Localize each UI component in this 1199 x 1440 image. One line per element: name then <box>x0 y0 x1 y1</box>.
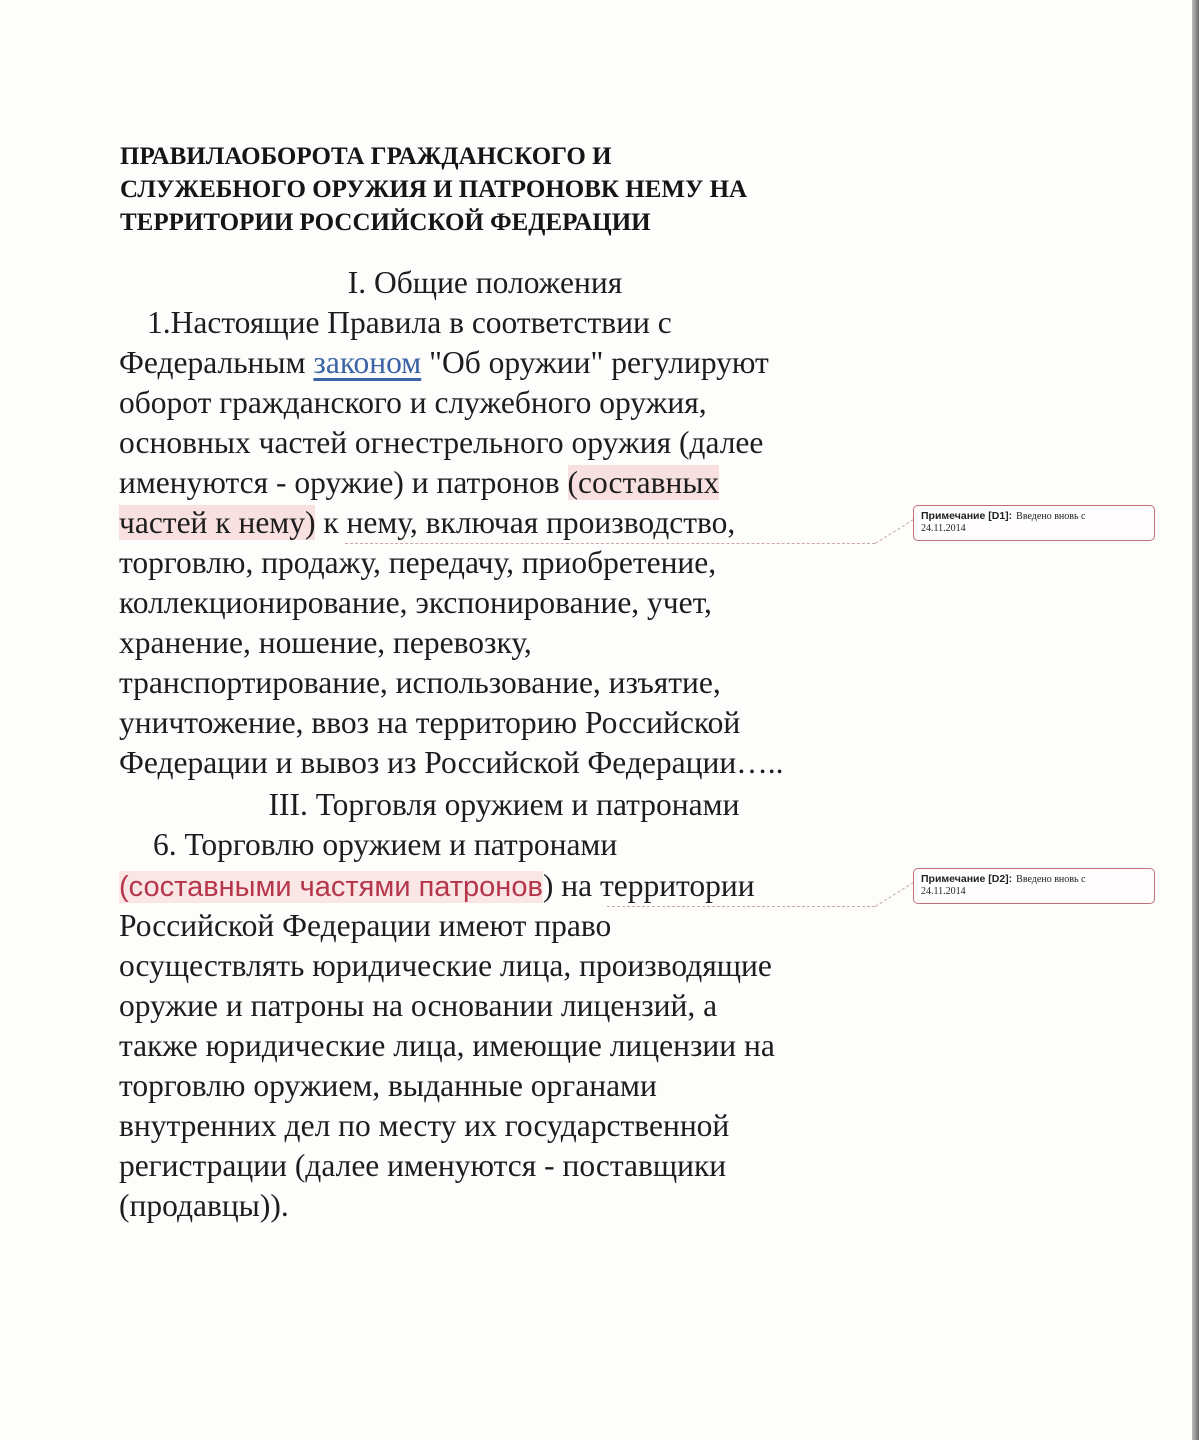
comment-leader-line <box>607 906 875 907</box>
paragraph-line: 6. Торговлю оружием и патронами <box>153 827 618 862</box>
paragraph-line: Федерации и вывоз из Российской Федерации….. <box>119 745 784 780</box>
title-line-3: ТЕРРИТОРИИ РОССИЙСКОЙ ФЕДЕРАЦИИ <box>120 209 651 236</box>
text-span: именуются - оружие) и патронов <box>119 465 568 500</box>
inserted-text-highlight: частей к нему) <box>119 505 316 540</box>
paragraph-line: внутренних дел по месту их государственной <box>119 1108 730 1143</box>
text-span: к нему, включая производство, <box>315 505 736 540</box>
comment-date: 24.11.2014 <box>921 886 966 897</box>
paragraph-line: (продавцы)). <box>119 1188 289 1223</box>
paragraph-line: хранение, ношение, перевозку, <box>119 625 532 660</box>
inserted-text-highlight: (составных <box>567 465 720 500</box>
title-line-1: ПРАВИЛАОБОРОТА ГРАЖДАНСКОГО И <box>120 143 612 170</box>
paragraph-line: также юридические лица, имеющие лицензии на <box>119 1028 775 1063</box>
paragraph-line <box>119 463 719 503</box>
comment-date: 24.11.2014 <box>921 523 966 534</box>
paragraph-line: основных частей огнестрельного оружия (далее <box>119 425 764 460</box>
comment-balloon-d2[interactable] <box>913 868 1155 904</box>
comment-text: Введено вновь с <box>1016 874 1086 885</box>
title-line-2: СЛУЖЕБНОГО ОРУЖИЯ И ПАТРОНОВК НЕМУ НА <box>120 176 748 203</box>
comment-leader-line <box>875 519 914 544</box>
section-heading-general: I. Общие положения <box>347 265 623 300</box>
text-span: на территории <box>553 868 755 903</box>
text-span: "Об оружии" регулируют <box>421 345 769 380</box>
paragraph-line <box>119 343 769 383</box>
inserted-text-revision: (составными частями патронов <box>119 871 543 903</box>
comment-label: Примечание [D2]: <box>921 873 1013 885</box>
paragraph-line: торговлю оружием, выданные органами <box>119 1068 657 1103</box>
paragraph-line: оружие и патроны на основании лицензий, а <box>119 988 718 1023</box>
section-heading-trade: III. Торговля оружием и патронами <box>268 787 740 822</box>
paragraph-line: коллекционирование, экспонирование, учет, <box>119 585 712 620</box>
scan-edge <box>1192 0 1199 1440</box>
comment-leader-line <box>345 543 875 544</box>
text-span: ) <box>542 868 554 903</box>
law-link[interactable]: законом <box>313 345 422 380</box>
comment-text: Введено вновь с <box>1016 511 1086 522</box>
comment-leader-line <box>875 882 914 907</box>
comment-label: Примечание [D1]: <box>921 510 1013 522</box>
paragraph-line <box>119 503 735 543</box>
paragraph-line: 1.Настоящие Правила в соответствии с <box>147 305 672 340</box>
paragraph-line: торговлю, продажу, передачу, приобретение, <box>119 545 717 580</box>
paragraph-line: оборот гражданского и служебного оружия, <box>119 385 707 420</box>
document-title <box>120 140 880 239</box>
paragraph-line: регистрации (далее именуются - поставщики <box>119 1148 727 1183</box>
paragraph-line: Российской Федерации имеют право <box>119 908 612 943</box>
paragraph-line: осуществлять юридические лица, производящие <box>119 948 772 983</box>
paragraph-line: транспортирование, использование, изъятие, <box>119 665 721 700</box>
comment-balloon-d1[interactable] <box>913 505 1155 541</box>
paragraph-line: уничтожение, ввоз на территорию Российской <box>119 705 741 740</box>
text-span: Федеральным <box>119 345 314 380</box>
paragraph-line <box>119 866 755 907</box>
